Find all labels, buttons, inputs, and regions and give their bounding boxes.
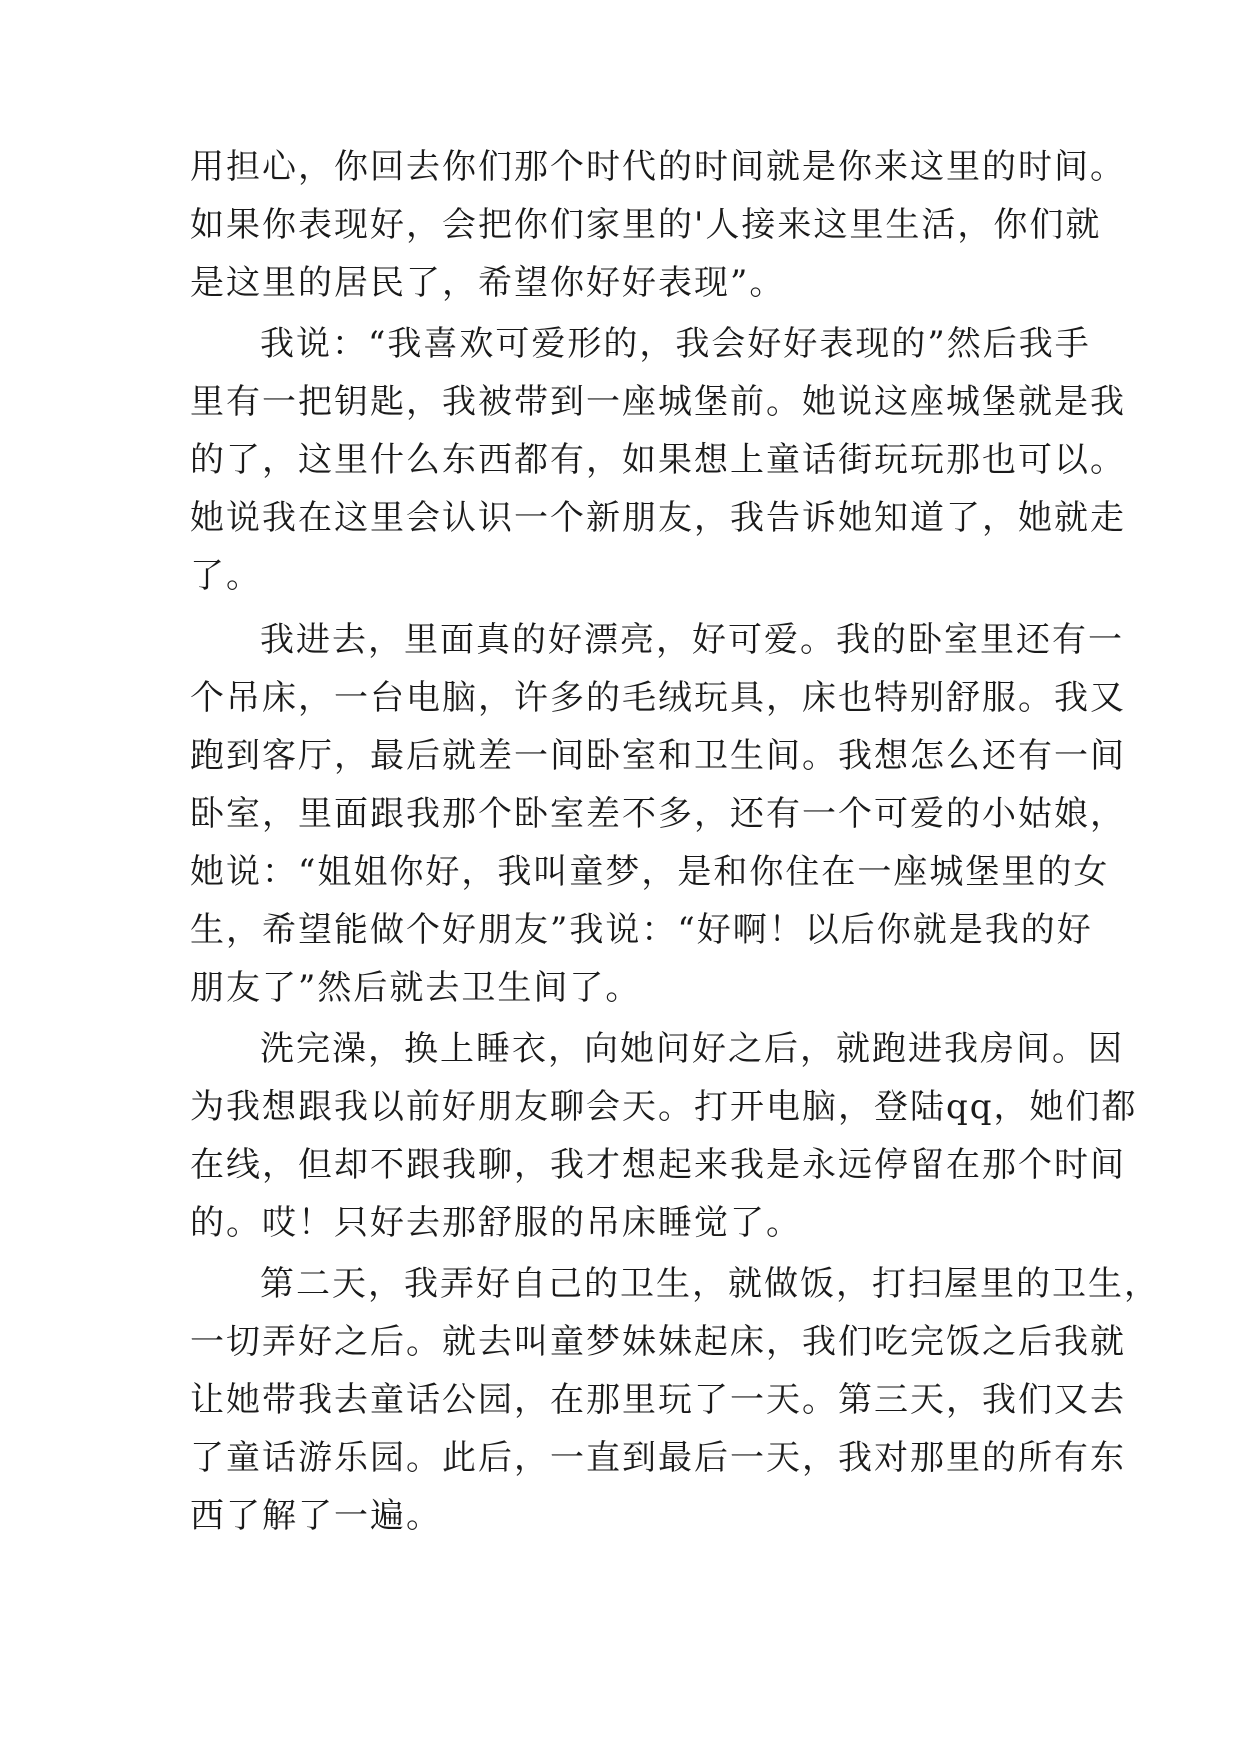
text-line: 朋友了”然后就去卫生间了。 <box>190 968 642 1008</box>
text-line: 卧室，里面跟我那个卧室差不多，还有一个可爱的小姑娘， <box>190 794 1126 834</box>
paragraph-start-line: 我说：“我喜欢可爱形的，我会好好表现的”然后我手 <box>260 324 1091 364</box>
text-line: 西了解了一遍。 <box>190 1496 442 1536</box>
text-line: 生，希望能做个好朋友”我说：“好啊！以后你就是我的好 <box>190 910 1093 950</box>
text-line: 在线，但却不跟我聊，我才想起来我是永远停留在那个时间 <box>190 1145 1126 1185</box>
text-line: 她说：“姐姐你好，我叫童梦，是和你住在一座城堡里的女 <box>190 852 1110 892</box>
text-line: 是这里的居民了，希望你好好表现”。 <box>190 263 786 303</box>
text-line: 了童话游乐园。此后，一直到最后一天，我对那里的所有东 <box>190 1438 1126 1478</box>
text-line: 跑到客厅，最后就差一间卧室和卫生间。我想怎么还有一间 <box>190 736 1126 776</box>
text-line: 一切弄好之后。就去叫童梦妹妹起床，我们吃完饭之后我就 <box>190 1322 1126 1362</box>
text-line: 个吊床，一台电脑，许多的毛绒玩具，床也特别舒服。我又 <box>190 678 1126 718</box>
text-line: 如果你表现好，会把你们家里的'人接来这里生活，你们就 <box>190 205 1102 245</box>
text-line: 用担心，你回去你们那个时代的时间就是你来这里的时间。 <box>190 147 1126 187</box>
text-line: 了。 <box>190 556 262 596</box>
paragraph-start-line: 洗完澡，换上睡衣，向她问好之后，就跑进我房间。因 <box>260 1029 1124 1069</box>
text-line: 让她带我去童话公园，在那里玩了一天。第三天，我们又去 <box>190 1380 1126 1420</box>
text-line: 她说我在这里会认识一个新朋友，我告诉她知道了，她就走 <box>190 498 1126 538</box>
text-line: 为我想跟我以前好朋友聊会天。打开电脑，登陆qq，她们都 <box>190 1087 1138 1127</box>
paragraph-start-line: 第二天，我弄好自己的卫生，就做饭，打扫屋里的卫生， <box>260 1264 1160 1304</box>
text-line: 的了，这里什么东西都有，如果想上童话街玩玩那也可以。 <box>190 440 1126 480</box>
text-line: 里有一把钥匙，我被带到一座城堡前。她说这座城堡就是我 <box>190 382 1126 422</box>
document-body <box>190 138 1160 1545</box>
text-line: 的。哎！只好去那舒服的吊床睡觉了。 <box>190 1203 802 1243</box>
paragraph-start-line: 我进去，里面真的好漂亮，好可爱。我的卧室里还有一 <box>260 620 1124 660</box>
